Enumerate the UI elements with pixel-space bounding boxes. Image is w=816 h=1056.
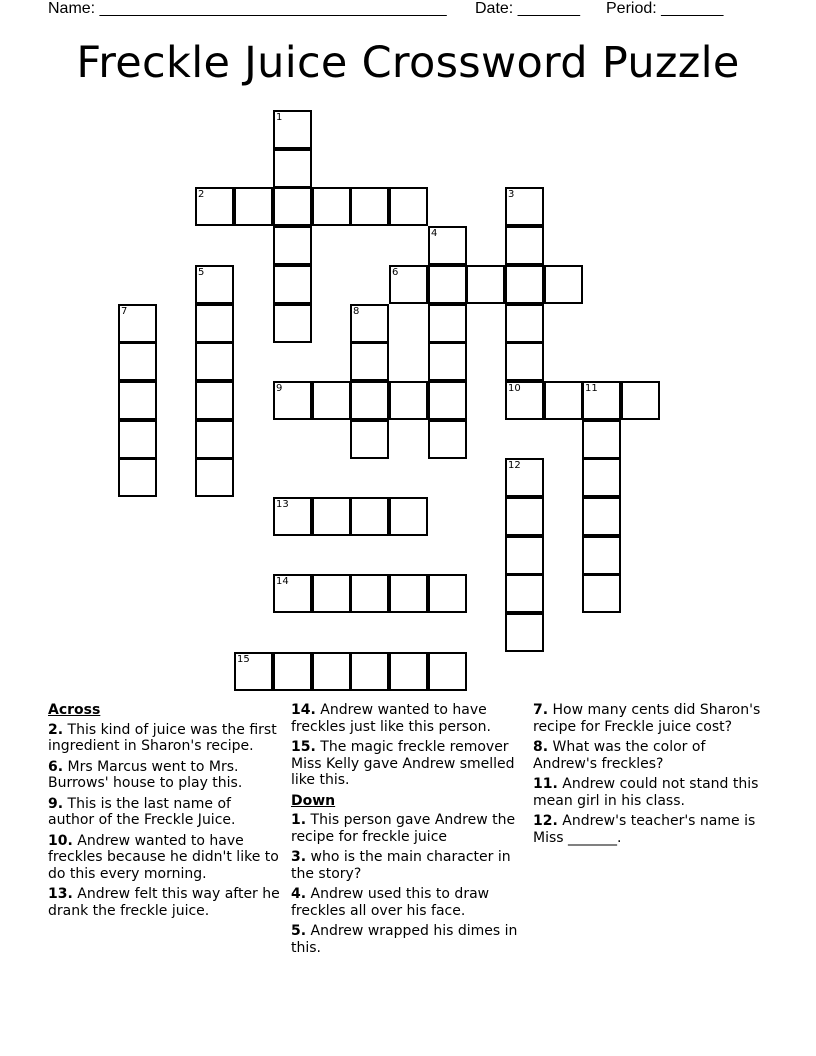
grid-cell[interactable] <box>505 536 544 575</box>
grid-cell[interactable] <box>428 226 467 265</box>
grid-cell[interactable] <box>505 265 544 304</box>
grid-cell[interactable] <box>195 304 234 343</box>
clue-across-6: 6. Mrs Marcus went to Mrs. Burrows' house to play this. <box>48 758 243 791</box>
clue-across-9: 9. This is the last name of author of the Freckle Juice. <box>48 795 236 828</box>
clue-number-label: 7 <box>121 306 128 317</box>
grid-cell[interactable] <box>350 304 389 343</box>
clue-number-label: 14 <box>276 576 289 587</box>
clue-number-label: 3 <box>508 189 515 200</box>
grid-cell[interactable] <box>428 342 467 381</box>
grid-cell[interactable] <box>505 304 544 343</box>
clues-column-2 <box>291 702 523 960</box>
grid-cell[interactable] <box>505 342 544 381</box>
grid-cell[interactable] <box>505 187 544 226</box>
grid-cell[interactable] <box>312 574 351 613</box>
grid-cell[interactable] <box>505 381 544 420</box>
clue-number-label: 15 <box>237 654 250 665</box>
grid-cell[interactable] <box>273 304 312 343</box>
grid-cell[interactable] <box>273 497 312 536</box>
across-heading: Across <box>48 702 101 718</box>
clue-down-3: 3. who is the main character in the story? <box>291 849 511 882</box>
grid-cell[interactable] <box>273 149 312 188</box>
clue-down-8: 8. What was the color of Andrew's freckles? <box>533 739 706 772</box>
clue-down-5: 5. Andrew wrapped his dimes in this. <box>291 923 518 956</box>
grid-cell[interactable] <box>389 574 428 613</box>
grid-cell[interactable] <box>582 420 621 459</box>
grid-cell[interactable] <box>273 265 312 304</box>
grid-cell[interactable] <box>350 574 389 613</box>
clue-number-label: 9 <box>276 383 283 394</box>
grid-cell[interactable] <box>234 652 273 691</box>
clue-number-label: 8 <box>353 306 360 317</box>
grid-cell[interactable] <box>350 342 389 381</box>
grid-cell[interactable] <box>389 497 428 536</box>
grid-cell[interactable] <box>234 187 273 226</box>
grid-cell[interactable] <box>118 342 157 381</box>
grid-cell[interactable] <box>621 381 660 420</box>
down-heading: Down <box>291 792 336 809</box>
clue-number-label: 1 <box>276 112 283 123</box>
grid-cell[interactable] <box>582 381 621 420</box>
grid-cell[interactable] <box>118 458 157 497</box>
grid-cell[interactable] <box>389 265 428 304</box>
grid-cell[interactable] <box>428 652 467 691</box>
clue-number-label: 4 <box>431 228 438 239</box>
grid-cell[interactable] <box>428 304 467 343</box>
grid-cell[interactable] <box>582 536 621 575</box>
clue-across-13: 13. Andrew felt this way after he drank the freckle juice. <box>48 886 280 919</box>
clue-across-10: 10. Andrew wanted to have freckles because he didn't like to do this every morning. <box>48 832 279 882</box>
grid-cell[interactable] <box>195 381 234 420</box>
grid-cell[interactable] <box>350 497 389 536</box>
grid-cell[interactable] <box>389 652 428 691</box>
grid-cell[interactable] <box>350 187 389 226</box>
grid-cell[interactable] <box>312 497 351 536</box>
clue-number-label: 5 <box>198 267 205 278</box>
clue-down-12: 12. Andrew's teacher's name is Miss _______. <box>533 813 756 846</box>
clues-column-1 <box>48 702 280 923</box>
grid-cell[interactable] <box>118 420 157 459</box>
clue-across-2: 2. This kind of juice was the first ingredient in Sharon's recipe. <box>48 721 277 754</box>
clue-down-4: 4. Andrew used this to draw freckles all over his face. <box>291 886 490 919</box>
grid-cell[interactable] <box>195 420 234 459</box>
clue-down-7: 7. How many cents did Sharon's recipe for Freckle juice cost? <box>533 702 761 735</box>
grid-cell[interactable] <box>428 265 467 304</box>
grid-cell[interactable] <box>273 574 312 613</box>
clue-number-label: 12 <box>508 460 521 471</box>
grid-cell[interactable] <box>118 304 157 343</box>
grid-cell[interactable] <box>582 497 621 536</box>
page-title: Freckle Juice Crossword Puzzle <box>76 38 740 88</box>
grid-cell[interactable] <box>195 265 234 304</box>
grid-cell[interactable] <box>428 420 467 459</box>
clue-down-1: 1. This person gave Andrew the recipe for freckle juice <box>291 812 516 845</box>
grid-cell[interactable] <box>389 381 428 420</box>
grid-cell[interactable] <box>350 420 389 459</box>
grid-cell[interactable] <box>389 187 428 226</box>
name-field-label[interactable]: Name: _______________________________________ <box>48 0 447 17</box>
clues-column-3 <box>533 702 765 850</box>
grid-cell[interactable] <box>273 187 312 226</box>
grid-cell[interactable] <box>312 381 351 420</box>
grid-cell[interactable] <box>466 265 505 304</box>
grid-cell[interactable] <box>312 652 351 691</box>
clue-number-label: 10 <box>508 383 521 394</box>
grid-cell[interactable] <box>582 574 621 613</box>
clue-number-label: 13 <box>276 499 289 510</box>
grid-cell[interactable] <box>544 381 583 420</box>
grid-cell[interactable] <box>544 265 583 304</box>
grid-cell[interactable] <box>582 458 621 497</box>
grid-cell[interactable] <box>350 381 389 420</box>
period-field-label[interactable]: Period: _______ <box>606 0 724 17</box>
grid-cell[interactable] <box>118 381 157 420</box>
grid-cell[interactable] <box>428 381 467 420</box>
clue-across-15: 15. The magic freckle remover Miss Kelly gave Andrew smelled like this. <box>291 739 515 788</box>
grid-cell[interactable] <box>273 381 312 420</box>
grid-cell[interactable] <box>505 458 544 497</box>
grid-cell[interactable] <box>350 652 389 691</box>
grid-cell[interactable] <box>505 226 544 265</box>
clue-number-label: 2 <box>198 189 205 200</box>
grid-cell[interactable] <box>505 497 544 536</box>
grid-cell[interactable] <box>505 574 544 613</box>
grid-cell[interactable] <box>428 574 467 613</box>
clue-number-label: 11 <box>585 383 598 394</box>
grid-cell[interactable] <box>273 110 312 149</box>
grid-cell[interactable] <box>273 226 312 265</box>
grid-cell[interactable] <box>195 458 234 497</box>
grid-cell[interactable] <box>195 342 234 381</box>
clue-number-label: 6 <box>392 267 399 278</box>
grid-cell[interactable] <box>273 652 312 691</box>
date-field-label[interactable]: Date: _______ <box>475 0 580 17</box>
grid-cell[interactable] <box>195 187 234 226</box>
grid-cell[interactable] <box>505 613 544 652</box>
clue-down-11: 11. Andrew could not stand this mean girl in his class. <box>533 776 759 809</box>
clue-across-14: 14. Andrew wanted to have freckles just like this person. <box>291 702 491 735</box>
grid-cell[interactable] <box>312 187 351 226</box>
